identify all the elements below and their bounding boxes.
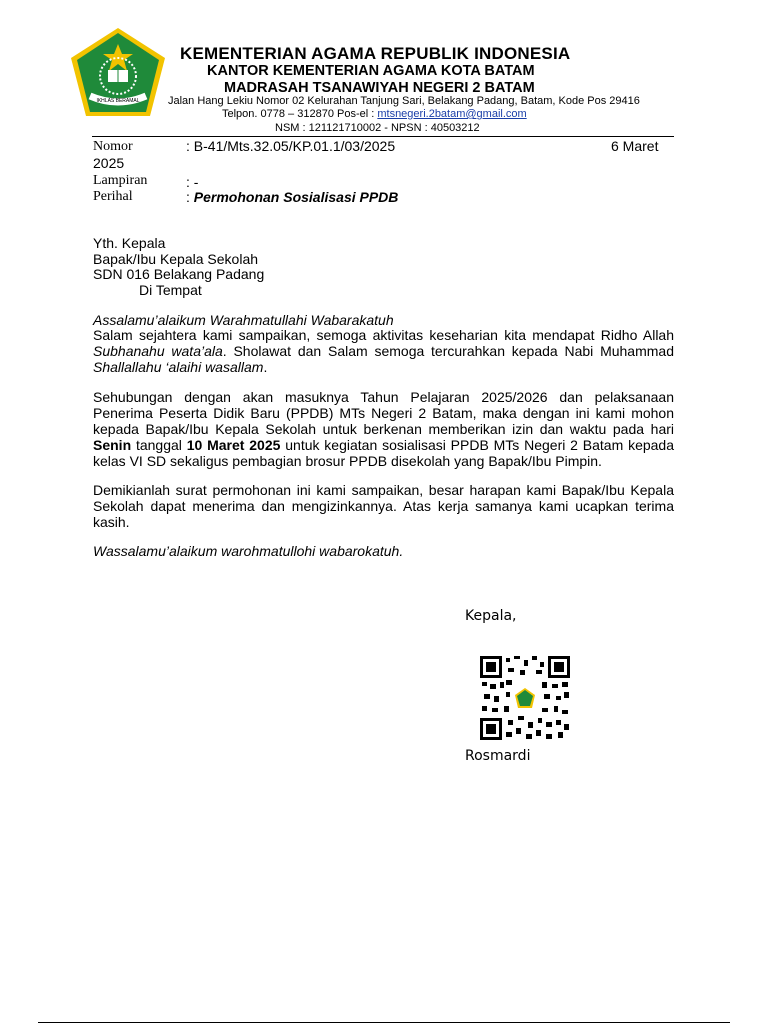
closing: Wassalamu’alaikum warohmatullohi wabarokatuh. (93, 543, 404, 559)
letterhead-office: KANTOR KEMENTERIAN AGAMA KOTA BATAM (207, 63, 535, 79)
qr-code-icon (480, 656, 570, 740)
letterhead-address: Jalan Hang Lekiu Nomor 02 Kelurahan Tanjung Sari, Belakang Padang, Batam, Kode Pos 29416 (168, 95, 640, 107)
letterhead-ministry: KEMENTERIAN AGAMA REPUBLIK INDONESIA (180, 44, 571, 63)
paragraph-3: Demikianlah surat permohonan ini kami sampaikan, besar harapan kami Bapak/Ibu Kepala Sekolah dapat menerima dan mengizinkannya. Atas kerja samanya kami ucapkan terima kasih. (93, 482, 674, 530)
lampiran-label: Lampiran (93, 173, 148, 188)
lampiran-value: : - (186, 174, 199, 190)
phone-text: Telpon. 0778 – 312870 Pos-el : (222, 108, 378, 120)
letter-date: 6 Maret (611, 138, 659, 154)
letterhead-contact (222, 108, 527, 120)
signature-title: Kepala, (465, 608, 517, 624)
recipient-line-4: Di Tempat (139, 282, 202, 298)
page-bottom-border (38, 1022, 730, 1023)
ministry-logo (68, 26, 168, 118)
header-divider (92, 136, 674, 137)
perihal-colon: : (186, 189, 194, 205)
logo-motto: IKHLAS BERAMAL (96, 98, 140, 104)
nomor-label: Nomor (93, 139, 133, 154)
greeting: Assalamu’alaikum Warahmatullahi Wabarakatuh (93, 312, 394, 328)
email-link[interactable]: mtsnegeri.2batam@gmail.com (377, 108, 527, 120)
letterhead-school: MADRASAH TSANAWIYAH NEGERI 2 BATAM (224, 80, 535, 96)
letter-date-year: 2025 (93, 155, 125, 171)
recipient-line-2: Bapak/Ibu Kepala Sekolah (93, 251, 259, 267)
perihal-value: Permohonan Sosialisasi PPDB (193, 189, 399, 205)
nomor-value: : B-41/Mts.32.05/KP.01.1/03/2025 (186, 138, 396, 154)
perihal-label: Perihal (93, 189, 133, 204)
recipient-line-1: Yth. Kepala (93, 235, 166, 251)
signatory-name: Rosmardi (465, 748, 531, 764)
paragraph-2: Sehubungan dengan akan masuknya Tahun Pelajaran 2025/2026 dan pelaksanaan Penerima Peserta Didik Baru (PPDB) MTs Negeri 2 Batam, maka dengan ini kami mohon kepada Bapak/Ibu Kepala Sekolah untuk berkenan memberikan izin dan waktu pada hari Senin tanggal 10 Maret 2025 untuk kegiatan sosialisasi PPDB MTs Negeri 2 Batam kepada kelas VI SD sekaligus pembagian brosur PPDB disekolah yang Bapak/Ibu Pimpin. (93, 389, 674, 469)
letterhead-nsm: NSM : 121121710002 - NPSN : 40503212 (275, 122, 480, 134)
perihal-line (186, 189, 398, 205)
paragraph-1: Salam sejahtera kami sampaikan, semoga aktivitas keseharian kita mendapat Ridho Allah Subhanahu wata’ala. Sholawat dan Salam semoga tercurahkan kepada Nabi Muhammad Shallallahu ‘alaihi wasallam. (93, 327, 674, 375)
recipient-line-3: SDN 016 Belakang Padang (93, 266, 265, 282)
